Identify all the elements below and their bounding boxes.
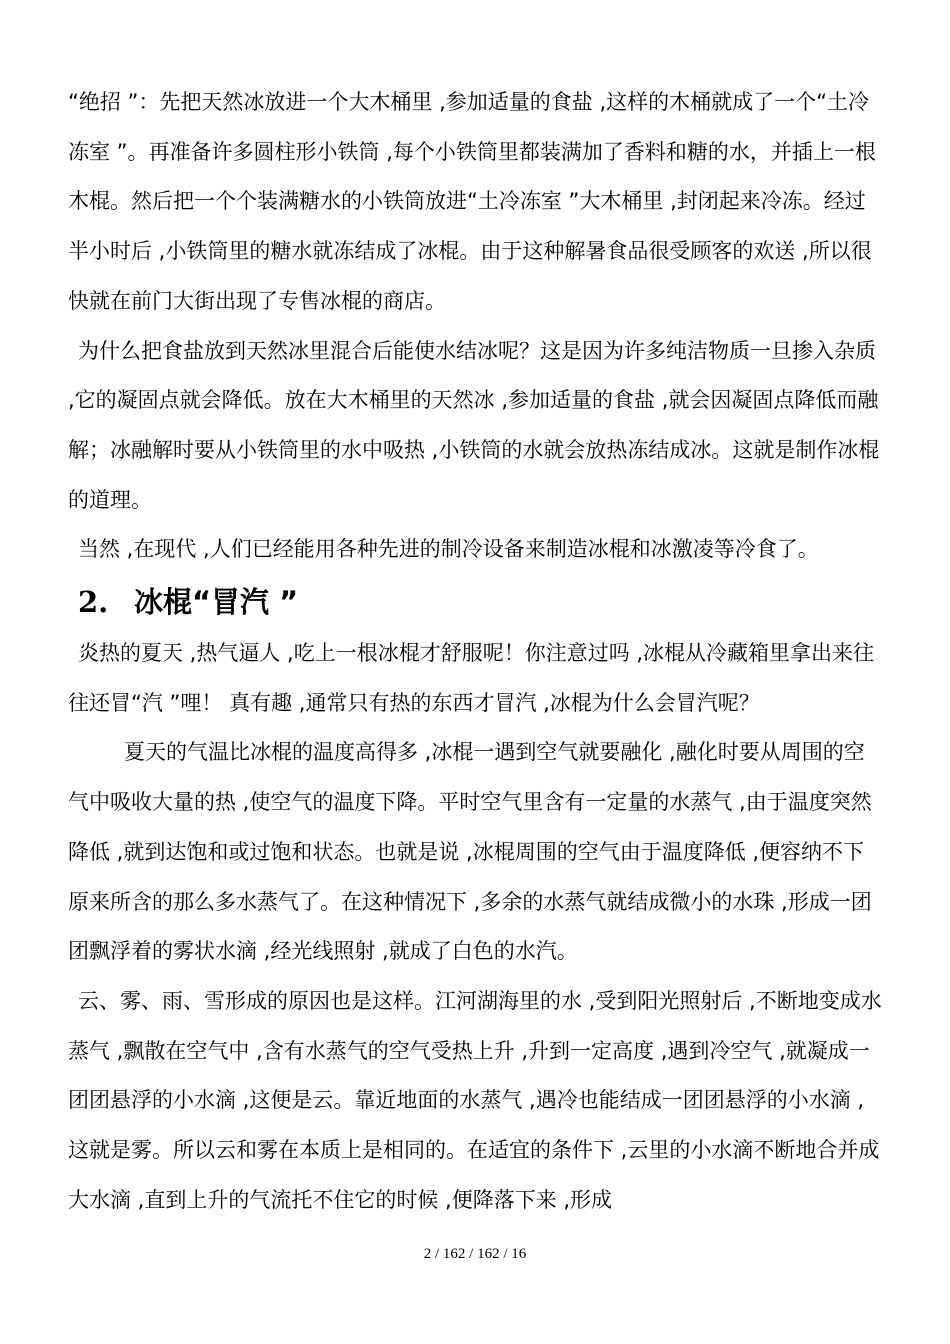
paragraph-modern-refrigeration: 当然 ,在现代 ,人们已经能用各种先进的制冷设备来制造冰棍和冰激凌等冷食了。: [78, 537, 819, 562]
section-heading: [68, 575, 883, 629]
paragraph-ice-stick-history: “绝招 ”：先把天然冰放进一个大木桶里 ,参加适量的食盐 ,这样的木桶就成了一个“土冷冻室 ”。再准备许多圆柱形小铁筒 ,每个小铁筒里都装满加了香料和糖的水，并插上一根木棍。然后把一个个装满糖水的小铁筒放进“土冷冻室 ”大木桶里 ,封闭起来冷冻。经过半小时后 ,小铁筒里的糖水就冻结成了冰棍。由于这种解暑食品很受顾客的欢送 ,所以很快就在前门大街出现了专售冰棍的商店。: [68, 90, 876, 313]
section-number: 2.: [78, 585, 109, 620]
paragraph-steam-question: 炎热的夏天 ,热气逼人 ,吃上一根冰棍才舒服呢！你注意过吗 ,冰棍从冷藏箱里拿出来往往还冒“汽 ”哩！ 真有趣 ,通常只有热的东西才冒汽 ,冰棍为什么会冒汽呢？: [68, 641, 875, 715]
page-footer: [0, 1246, 950, 1263]
document-body: [68, 78, 883, 1225]
paragraph-cloud-fog-rain: 云、雾、雨、雪形成的原因也是这样。江河湖海里的水 ,受到阳光照射后 ,不断地变成水蒸气 ,飘散在空气中 ,含有水蒸气的空气受热上升 ,升到一定高度 ,遇到冷空气 ,就凝成一团团悬浮的小水滴 ,这便是云。靠近地面的水蒸气 ,遇冷也能结成一团团悬浮的小水滴 ,这就是雾。所以云和雾在本质上是相同的。在适宜的条件下 ,云里的小水滴不断地合并成大水滴 ,直到上升的气流托不住它的时候 ,便降落下来 ,形成: [68, 988, 882, 1212]
paragraph-steam-explanation: 夏天的气温比冰棍的温度高得多 ,冰棍一遇到空气就要融化 ,融化时要从周围的空气中吸收大量的热 ,使空气的温度下降。平时空气里含有一定量的水蒸气 ,由于温度突然降低 ,就到达饱和或过饱和状态。也就是说 ,冰棍周围的空气由于温度降低 ,便容纳不下原来所含的那么多水蒸气了。在这种情况下 ,多余的水蒸气就结成微小的水珠 ,形成一团团飘浮着的雾状水滴 ,经光线照射 ,就成了白色的水汽。: [68, 740, 872, 964]
section-title: 冰棍“冒汽 ”: [134, 585, 299, 620]
page-number: 2 / 162 / 162 / 16: [423, 1246, 527, 1262]
paragraph-salt-explanation: 为什么把食盐放到天然冰里混合后能使水结冰呢？这是因为许多纯洁物质一旦掺入杂质 ,它的凝固点就会降低。放在大木桶里的天然冰 ,参加适量的食盐 ,就会因凝固点降低而融解；冰融解时要从小铁筒里的水中吸热 ,小铁筒的水就会放热冻结成冰。这就是制作冰棍的道理。: [68, 338, 880, 512]
